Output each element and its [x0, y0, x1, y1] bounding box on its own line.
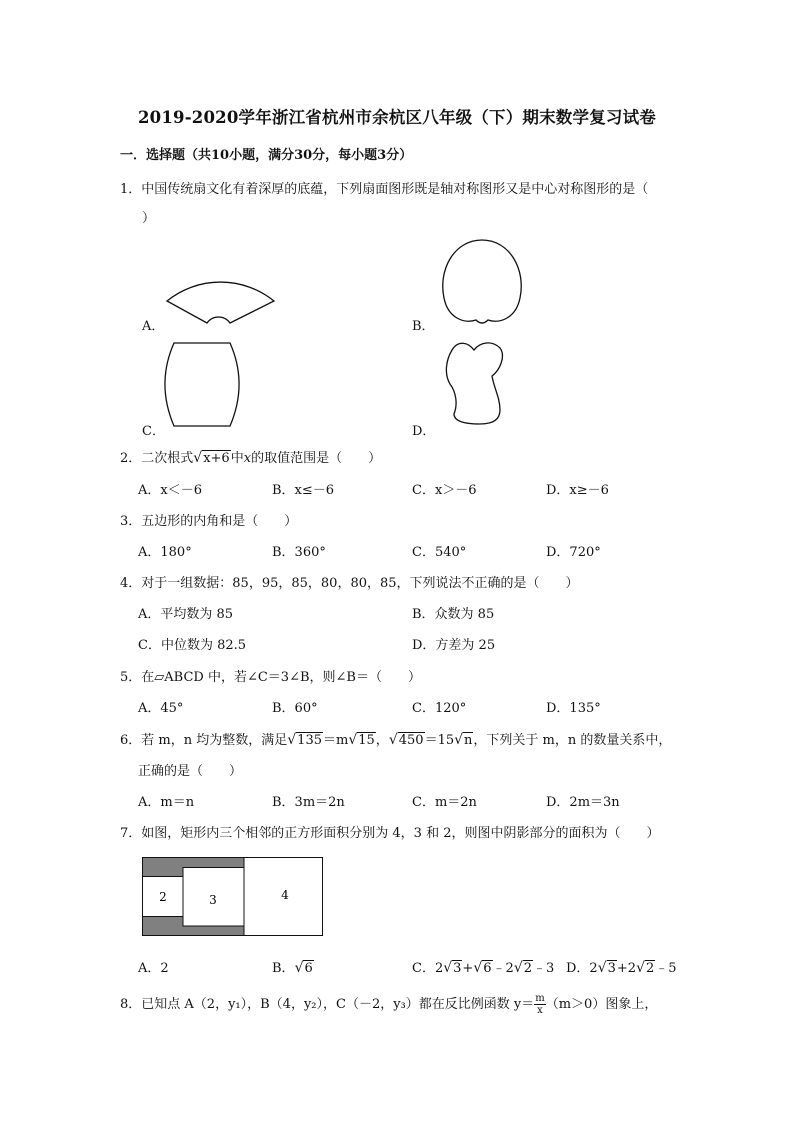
question-2-option-d: D．x≥﻿－6 — [546, 483, 609, 498]
sqrt-6: √6 — [294, 960, 313, 976]
question-4-option-c: C．中位数为 82.5 — [138, 638, 247, 653]
numerator: m — [535, 993, 545, 1004]
question-6-mid3: ＝15 — [424, 733, 455, 748]
question-7-option-c — [412, 957, 554, 976]
option-d-prefix: D．2 — [566, 961, 598, 976]
question-8-post: （m＞0）图象上， — [545, 997, 658, 1012]
question-7-text: 7．如图，矩形内三个相邻的正方形面积分别为 4，3 和 2，则图中阴影部分的面积为（ ） — [120, 826, 660, 841]
question-3-option-b: B．360° — [272, 545, 326, 560]
sqrt-15: √15 — [348, 732, 375, 748]
sqrt-3: √3 — [443, 960, 462, 976]
fan-shape-d — [440, 340, 520, 430]
radicand: 2 — [646, 961, 655, 976]
option-c-mid2: ﹣2 — [492, 961, 514, 976]
question-7-option-a: A．2 — [138, 961, 169, 976]
question-4-option-b: B．众数为 85 — [412, 607, 495, 622]
sqrt-3: √3 — [597, 960, 616, 976]
question-1-text: 1．中国传统扇文化有着深厚的底蕴，下列扇面图形既是轴对称图形又是中心对称图形的是（ — [120, 182, 649, 197]
sqrt-x-plus-6: √x+6 — [193, 450, 230, 466]
question-5-option-b: B．60° — [272, 701, 318, 716]
question-1-option-a: A． — [142, 319, 165, 334]
question-5-text: 5．在▱ABCD 中，若∠C＝3∠B，则∠B＝（ ） — [120, 670, 421, 685]
option-d-mid1: +2 — [616, 961, 637, 976]
sqrt-450: √450 — [388, 732, 424, 748]
radicand: 15 — [358, 733, 375, 748]
option-b-prefix: B． — [272, 961, 295, 976]
radicand: 6 — [483, 961, 492, 976]
question-6-option-a: A．m＝n — [138, 795, 195, 810]
question-6-option-c: C．m＝2n — [412, 795, 477, 810]
question-1-option-d: D． — [412, 424, 436, 439]
section-heading: 一．选择题（共10小题，满分30分，每小题3分） — [120, 148, 413, 163]
square-label-2: 2 — [159, 890, 167, 904]
question-2-pre: 2．二次根式 — [120, 451, 194, 466]
question-2-option-b: B．x≤﻿－6 — [272, 483, 335, 498]
rectangle-squares-figure — [142, 857, 324, 937]
question-4-option-a: A．平均数为 85 — [138, 607, 234, 622]
question-6-mid1: ＝m — [323, 733, 349, 748]
square-label-3: 3 — [209, 893, 217, 907]
square-label-4: 4 — [281, 888, 289, 902]
radicand: 135 — [297, 733, 322, 748]
radicand: 450 — [398, 733, 424, 748]
sqrt-135: √135 — [287, 732, 322, 748]
radicand: 3 — [453, 961, 462, 976]
denominator: x — [537, 1005, 543, 1016]
question-5-option-c: C．120° — [412, 701, 467, 716]
question-3-text: 3．五边形的内角和是（ ） — [120, 514, 298, 529]
option-c-mid1: + — [462, 961, 474, 976]
question-3-option-c: C．540° — [412, 545, 467, 560]
question-2-text — [120, 447, 381, 466]
sqrt-2: √2 — [513, 960, 533, 976]
sqrt-n: √n — [454, 732, 473, 748]
question-6-text — [120, 729, 671, 748]
question-1-option-c: C． — [142, 424, 165, 439]
question-6-mid2: ， — [375, 733, 389, 748]
fan-shape-a — [160, 268, 280, 338]
question-1-option-b: B． — [412, 319, 435, 334]
question-8-pre: 8．已知点 A（2，y₁），B（4，y₂），C（－2，y₃）都在反比例函数 y＝ — [120, 997, 535, 1012]
sqrt-2: √2 — [636, 960, 655, 976]
question-3-option-d: D．720° — [546, 545, 601, 560]
option-c-post: ﹣3 — [533, 961, 555, 976]
question-5-option-a: A．45° — [138, 701, 184, 716]
fan-shape-b — [440, 238, 524, 328]
question-7-option-d — [566, 957, 677, 976]
question-6-post: ，下列关于 m，n 的数量关系中， — [473, 733, 672, 748]
question-6-text-cont: 正确的是（ ） — [138, 764, 243, 779]
radicand: 2 — [523, 961, 533, 976]
page-title: 2019-2020学年浙江省杭州市余杭区八年级（下）期末数学复习试卷 — [138, 108, 656, 127]
question-7-option-b — [272, 957, 314, 976]
radicand: 3 — [607, 961, 616, 976]
question-2-option-a: A．x＜－6 — [138, 483, 202, 498]
question-8-text — [120, 993, 657, 1016]
option-c-prefix: C．2 — [412, 961, 444, 976]
question-3-option-a: A．180° — [138, 545, 192, 560]
question-6-option-b: B．3m＝2n — [272, 795, 345, 810]
radicand: n — [464, 733, 473, 748]
fraction-m-over-x — [534, 993, 545, 1016]
fan-shape-c — [164, 340, 244, 430]
question-5-option-d: D．135° — [546, 701, 601, 716]
question-6-option-d: D．2m＝3n — [546, 795, 620, 810]
question-1-text-cont: ） — [142, 211, 156, 226]
question-2-post2: 的取值范围是（ ） — [251, 451, 382, 466]
variable-x: x — [243, 451, 252, 466]
question-6-pre: 6．若 m，n 均为整数，满足 — [120, 733, 288, 748]
radicand: 6 — [304, 961, 313, 976]
option-d-post: ﹣5 — [655, 961, 677, 976]
radicand: x+6 — [203, 451, 230, 466]
question-4-text: 4．对于一组数据：85，95，85，80，80，85，下列说法不正确的是（ ） — [120, 576, 579, 591]
question-2-post: 中 — [230, 451, 244, 466]
question-4-option-d: D．方差为 25 — [412, 638, 496, 653]
sqrt-6: √6 — [473, 960, 492, 976]
question-2-option-c: C．x＞－6 — [412, 483, 477, 498]
